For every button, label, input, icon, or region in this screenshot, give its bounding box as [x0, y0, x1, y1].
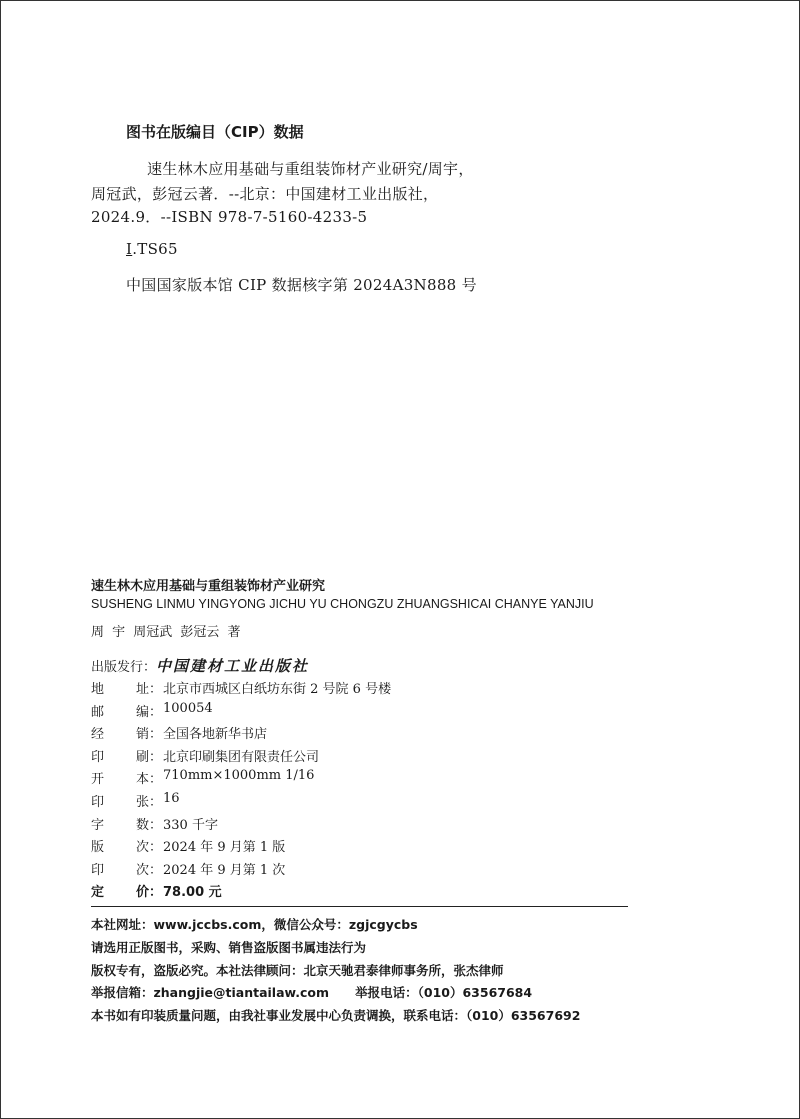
spec-row: [91, 859, 285, 878]
spec-value: 16: [163, 791, 180, 806]
spec-label-char: 编: [135, 704, 149, 720]
spec-separator: ：: [149, 749, 163, 765]
spec-value: 北京印刷集团有限责任公司: [163, 749, 320, 765]
spec-label: [91, 881, 149, 900]
spec-value: 全国各地新华书店: [163, 727, 268, 743]
spec-label-char: 印: [91, 862, 105, 878]
spec-label-char: 印: [91, 795, 105, 810]
spec-label: [91, 746, 149, 765]
publisher-row: [91, 655, 309, 676]
spec-label-char: 次: [135, 862, 149, 878]
spec-value: 2024 年 9 月第 1 版: [163, 840, 286, 856]
classification-prefix: Ⅰ: [126, 240, 133, 258]
spec-value: 100054: [163, 700, 213, 716]
spec-separator: ：: [149, 772, 163, 788]
spec-label: [91, 768, 149, 787]
spec-separator: ：: [149, 817, 163, 833]
spec-separator: ：: [149, 862, 163, 878]
footer-copyright: 版权专有，盗版必究。本社法律顾问：北京天驰君泰律师事务所，张杰律师: [91, 963, 504, 978]
spec-row: [91, 678, 391, 697]
cip-line-2: 周冠武，彭冠云著．--北京：中国建材工业出版社，: [91, 185, 439, 203]
book-title: 速生林木应用基础与重组装饰材产业研究: [91, 579, 326, 594]
spec-row: [91, 768, 314, 787]
spec-value: 330 千字: [163, 817, 218, 833]
spec-label: [91, 701, 149, 720]
spec-label-char: 址: [135, 682, 149, 697]
footer-quality: 本书如有印装质量问题，由我社事业发展中心负责调换，联系电话：（010）63567692: [91, 1008, 581, 1023]
spec-label: [91, 791, 149, 810]
divider-rule: [91, 906, 628, 907]
book-authors: 周 宇 周冠武 彭冠云 著: [91, 625, 241, 640]
cip-line-1: 速生林木应用基础与重组装饰材产业研究/周宇，: [147, 160, 474, 178]
spec-row: [91, 701, 213, 720]
cip-classification: [126, 240, 178, 258]
spec-label: [91, 859, 149, 878]
spec-row: [91, 881, 222, 900]
spec-value: 北京市西城区白纸坊东街 2 号院 6 号楼: [163, 682, 392, 697]
spec-label-char: 数: [135, 817, 149, 833]
cip-heading: 图书在版编目（CIP）数据: [126, 123, 304, 141]
spec-separator: ：: [149, 795, 163, 810]
spec-row: [91, 791, 180, 810]
footer-piracy-notice: 请选用正版图书，采购、销售盗版图书属违法行为: [91, 940, 367, 955]
classification-code: .TS65: [132, 240, 178, 258]
spec-label-char: 经: [91, 727, 105, 743]
spec-label: [91, 836, 149, 855]
spec-row: [91, 746, 319, 765]
spec-label-char: 开: [91, 772, 105, 788]
spec-label-char: 印: [91, 749, 105, 765]
spec-label: [91, 723, 149, 742]
publisher-label: 出版发行：: [91, 660, 157, 675]
spec-label-char: 定: [91, 885, 105, 901]
spec-label-char: 张: [135, 795, 149, 810]
spec-value: 710mm×1000mm 1/16: [163, 768, 315, 784]
spec-separator: ：: [149, 682, 163, 697]
spec-label-char: 价: [135, 885, 149, 901]
spec-row: [91, 814, 218, 833]
spec-value: 2024 年 9 月第 1 次: [163, 862, 286, 878]
spec-value: 78.00 元: [163, 885, 222, 901]
spec-separator: ：: [149, 727, 163, 743]
cip-line-3: 2024.9．--ISBN 978-7-5160-4233-5: [91, 208, 368, 226]
spec-label-char: 次: [135, 840, 149, 856]
spec-label-char: 本: [135, 772, 149, 788]
spec-separator: ：: [149, 840, 163, 856]
spec-row: [91, 723, 267, 742]
cip-record-number: 中国国家版本馆 CIP 数据核字第 2024A3N888 号: [126, 276, 477, 294]
spec-label-char: 版: [91, 840, 105, 856]
book-title-pinyin: SUSHENG LINMU YINGYONG JICHU YU CHONGZU ZHUANGSHICAI CHANYE YANJIU: [91, 597, 594, 611]
spec-label-char: 邮: [91, 704, 105, 720]
spec-label: [91, 678, 149, 697]
spec-label-char: 地: [91, 682, 105, 697]
footer-report: 举报信箱：zhangjie@tiantailaw.com 举报电话：（010）63567684: [91, 985, 533, 1000]
spec-label: [91, 814, 149, 833]
spec-label-char: 字: [91, 817, 105, 833]
footer-website: 本社网址：www.jccbs.com，微信公众号：zgjcgycbs: [91, 917, 418, 932]
spec-separator: ：: [149, 704, 163, 720]
spec-label-char: 刷: [135, 749, 149, 765]
spec-separator: ：: [149, 885, 163, 901]
publisher-logo: 中国建材工业出版社: [156, 657, 310, 675]
spec-label-char: 销: [135, 727, 149, 743]
spec-row: [91, 836, 285, 855]
